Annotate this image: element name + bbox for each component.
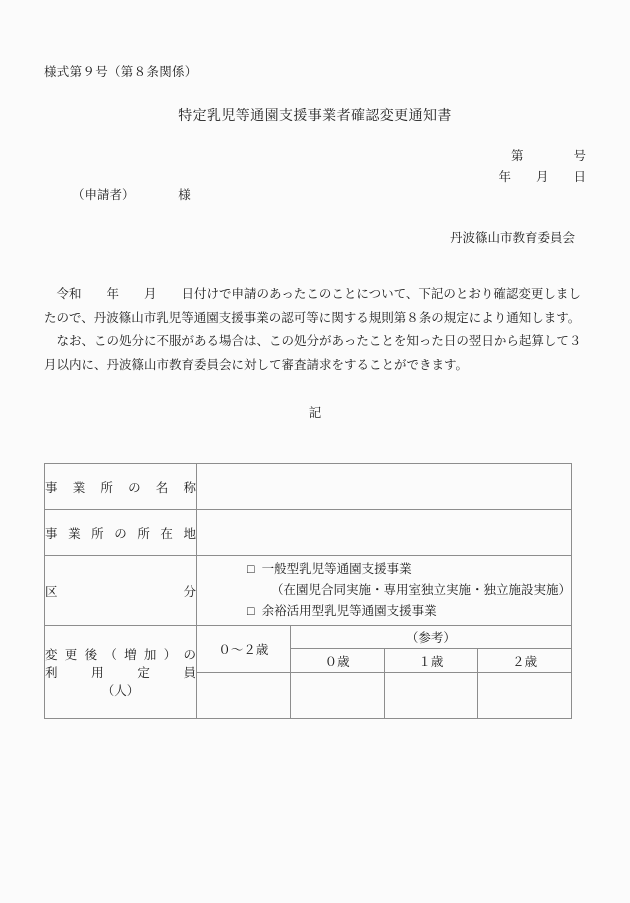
document-title: 特定乳児等通園支援事業者確認変更通知書 — [178, 109, 452, 124]
age-range-header: ０〜２歳 — [197, 626, 291, 673]
capacity-value-age2[interactable] — [478, 673, 572, 719]
reference-header: （参考） — [290, 626, 571, 649]
age-column-header-0: ０歳 — [290, 649, 384, 673]
ki-marker: 記 — [308, 406, 322, 420]
capacity-value-age1[interactable] — [384, 673, 478, 719]
number-date-block — [498, 146, 586, 188]
capacity-label-line2: 利用定員 — [45, 666, 196, 680]
addressee-line: （申請者） 様 — [72, 188, 191, 202]
form-number: 様式第９号（第８条関係） — [44, 65, 198, 79]
classification-options-cell — [197, 556, 572, 626]
classification-option-general-note — [197, 580, 571, 601]
age-column-header-1: １歳 — [384, 649, 478, 673]
capacity-label-cell — [45, 626, 197, 719]
office-name-value-cell[interactable] — [197, 464, 572, 510]
office-address-label: 事業所の所在地 — [45, 526, 196, 541]
document-date-line: 年 月 日 — [498, 170, 586, 184]
capacity-label-line1: 変更後（増加）の — [45, 648, 196, 662]
details-table — [44, 463, 572, 719]
issuer-line: 丹波篠山市教育委員会 — [449, 231, 575, 245]
table-row-classification — [45, 556, 572, 626]
classification-option-surplus-label: 余裕活用型乳児等通園支援事業 — [261, 604, 437, 618]
body-text — [44, 283, 584, 377]
classification-option-general-label: 一般型乳児等通園支援事業 — [261, 562, 412, 576]
classification-label: 区分 — [45, 584, 196, 599]
checkbox-icon[interactable]: □ — [247, 604, 255, 618]
body-paragraph-1: 令和 年 月 日付けで申請のあったこのことについて、下記のとおり確認変更しましたので、丹波篠山市乳児等通園支援事業の認可等に関する規則第８条の規定により通知します。 — [44, 287, 581, 325]
document-number-line: 第 号 — [510, 149, 586, 163]
classification-option-surplus[interactable] — [197, 601, 571, 622]
capacity-label-line3: （人） — [101, 684, 140, 698]
body-paragraph-2: なお、この処分に不服がある場合は、この処分があったことを知った日の翌日から起算して３月以内に、丹波篠山市教育委員会に対して審査請求をすることができます。 — [44, 334, 582, 372]
office-address-value-cell[interactable] — [197, 510, 572, 556]
table-row-capacity-header — [45, 626, 572, 649]
age-column-header-2: ２歳 — [478, 649, 572, 673]
classification-label-cell — [45, 556, 197, 626]
office-address-label-cell — [45, 510, 197, 556]
table-row-office-address — [45, 510, 572, 556]
checkbox-icon[interactable]: □ — [247, 562, 255, 576]
capacity-value-total[interactable] — [197, 673, 291, 719]
classification-option-general-note-label: （在園児合同実施・専用室独立実施・独立施設実施） — [271, 583, 572, 597]
classification-option-general[interactable] — [197, 559, 571, 580]
table-row-office-name — [45, 464, 572, 510]
office-name-label-cell — [45, 464, 197, 510]
office-name-label: 事業所の名称 — [45, 480, 196, 495]
capacity-value-age0[interactable] — [290, 673, 384, 719]
